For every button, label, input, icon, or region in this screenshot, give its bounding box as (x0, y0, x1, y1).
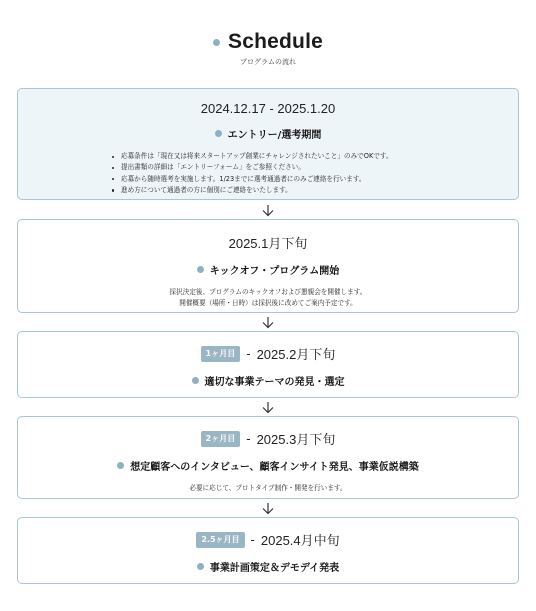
schedule-card-month-1 (17, 331, 519, 398)
schedule-card-kickoff (17, 219, 519, 313)
requirements-list (112, 151, 518, 196)
date-dash: - (246, 346, 251, 361)
schedule-card-month-2 (17, 416, 519, 499)
step-heading-row (18, 559, 518, 574)
page-subtitle: プログラムの流れ (240, 58, 296, 66)
step-heading-row (18, 262, 518, 277)
dot-icon (197, 563, 204, 570)
step-heading: 事業計画策定＆デモデイ発表 (209, 563, 340, 574)
step-date: 2024.12.17 - 2025.1.20 (200, 101, 336, 116)
date-dash: - (250, 532, 255, 547)
list-item: 応募から随時選考を実施します。1/23までに選考通過者にのみご連絡を行います。 (112, 174, 518, 185)
step-heading-row (18, 126, 518, 141)
step-date-row (18, 233, 518, 252)
arrow-down-icon (260, 205, 276, 217)
step-date: 2025.3月下旬 (256, 432, 336, 447)
step-heading: 想定顧客へのインタビュー、顧客インサイト発見、事業仮説構築 (130, 462, 419, 473)
arrow-down-icon (260, 503, 276, 515)
month-badge: 1ヶ月目 (201, 346, 241, 362)
schedule-card-entry (17, 88, 519, 200)
arrow-down-icon (260, 317, 276, 329)
dot-icon (192, 377, 199, 384)
month-badge: 2.5ヶ月目 (196, 532, 244, 548)
dot-icon (213, 39, 220, 46)
step-date: 2025.1月下旬 (228, 236, 308, 251)
step-date: 2025.4月中旬 (260, 533, 340, 548)
month-badge: 2ヶ月目 (201, 431, 241, 447)
description-line: 開催概要（場所・日時）は採択後に改めてご案内予定です。 (179, 299, 357, 308)
step-date: 2025.2月下旬 (256, 347, 336, 362)
list-item: 応募条件は「現在又は将来スタートアップ創業にチャレンジされたいこと」のみでOKです。 (112, 151, 518, 162)
step-heading: エントリー/選考期間 (227, 130, 322, 141)
step-heading-row (18, 458, 518, 473)
step-description (18, 483, 518, 494)
step-heading: 適切な事業テーマの発見・選定 (204, 377, 345, 388)
schedule-header (0, 30, 536, 67)
dot-icon (215, 130, 222, 137)
step-date-row (18, 530, 518, 549)
description-line: 採択決定後、プログラムのキックオフおよび懇親会を開催します。 (169, 288, 367, 296)
step-date-row (18, 344, 518, 363)
step-heading: キックオフ・プログラム開始 (209, 266, 340, 277)
arrow-down-icon (260, 402, 276, 414)
step-description (18, 287, 518, 310)
dot-icon (117, 462, 124, 469)
step-heading-row (18, 373, 518, 388)
description-line: 必要に応じて、プロトタイプ制作・開発を行います。 (189, 484, 347, 492)
step-date-row (18, 101, 518, 116)
page-title: Schedule (228, 30, 323, 53)
list-item: 提出書類の詳細は「エントリーフォーム」をご参照ください。 (112, 162, 518, 173)
step-date-row (18, 429, 518, 448)
date-dash: - (246, 431, 251, 446)
schedule-card-month-2-5 (17, 517, 519, 584)
list-item: 進め方について通過者の方に個別にご連絡をいたします。 (112, 185, 518, 196)
dot-icon (197, 266, 204, 273)
title-row (0, 30, 536, 54)
